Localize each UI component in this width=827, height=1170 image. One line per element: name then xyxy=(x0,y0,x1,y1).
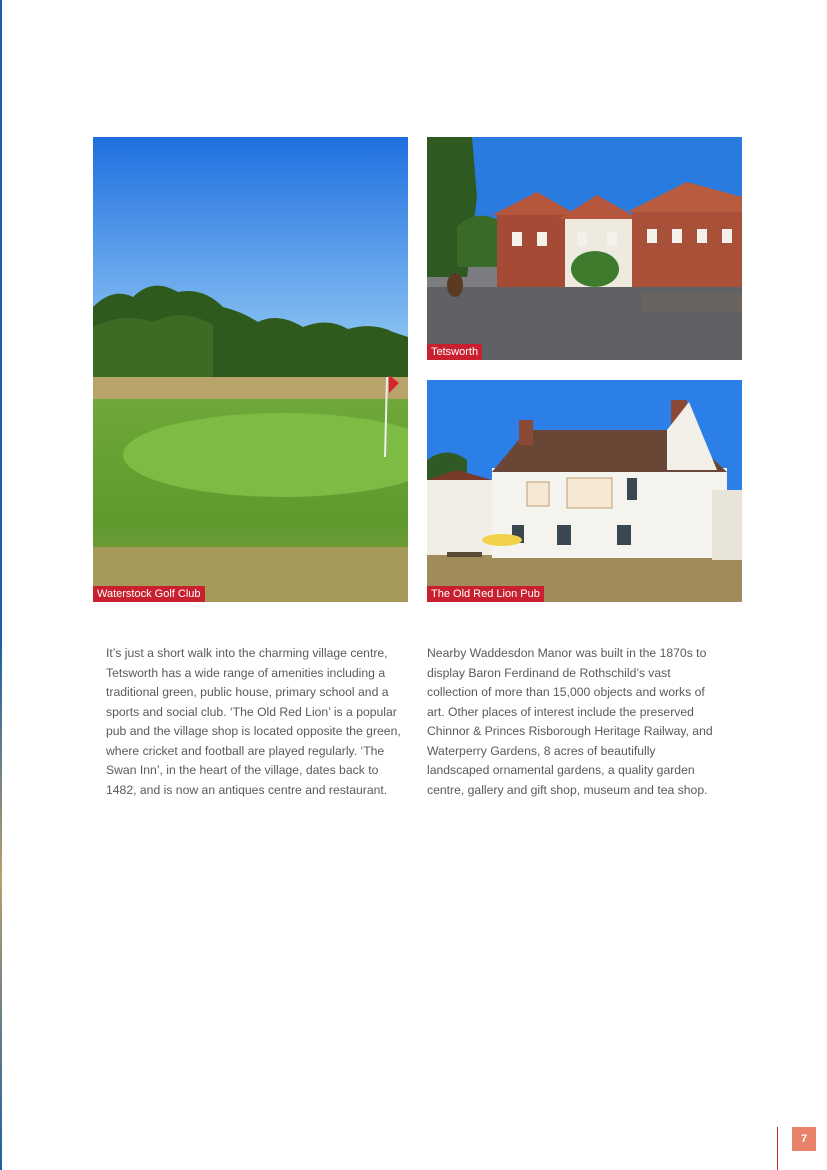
photo-old-red-lion-pub xyxy=(427,380,742,602)
photo-tetsworth xyxy=(427,137,742,360)
page-edge-line xyxy=(0,0,2,1170)
photo-waterstock-golf-club xyxy=(93,137,408,602)
page-number-badge: 7 xyxy=(792,1127,816,1151)
golf-course-image xyxy=(93,137,408,602)
photo-caption: Tetsworth xyxy=(427,344,482,360)
body-paragraph-left: It’s just a short walk into the charming village centre, Tetsworth has a wide range of amenities including a traditional green, public house, primary school and a sports and social club. ‘The Old Red Lion’ is a popular pub and the village shop is located opposite the green, where cricket and football are played regularly. ‘The Swan Inn’, in the heart of the village, dates back to 1482, and is now an antiques centre and restaurant. xyxy=(106,646,401,797)
footer-divider xyxy=(777,1127,778,1170)
body-paragraph-right: Nearby Waddesdon Manor was built in the 1870s to display Baron Ferdinand de Rothschild’s vast collection of more than 15,000 objects and works of art. Other places of interest include the preserved Chinnor & Princes Risborough Heritage Railway, and Waterperry Gardens, 8 acres of beautifully landscaped ornamental gardens, a quality garden centre, gallery and gift shop, museum and tea shop. xyxy=(427,646,713,797)
photo-caption: The Old Red Lion Pub xyxy=(427,586,544,602)
tetsworth-street-image xyxy=(427,137,742,360)
photo-caption: Waterstock Golf Club xyxy=(93,586,205,602)
old-red-lion-pub-image xyxy=(427,380,742,602)
